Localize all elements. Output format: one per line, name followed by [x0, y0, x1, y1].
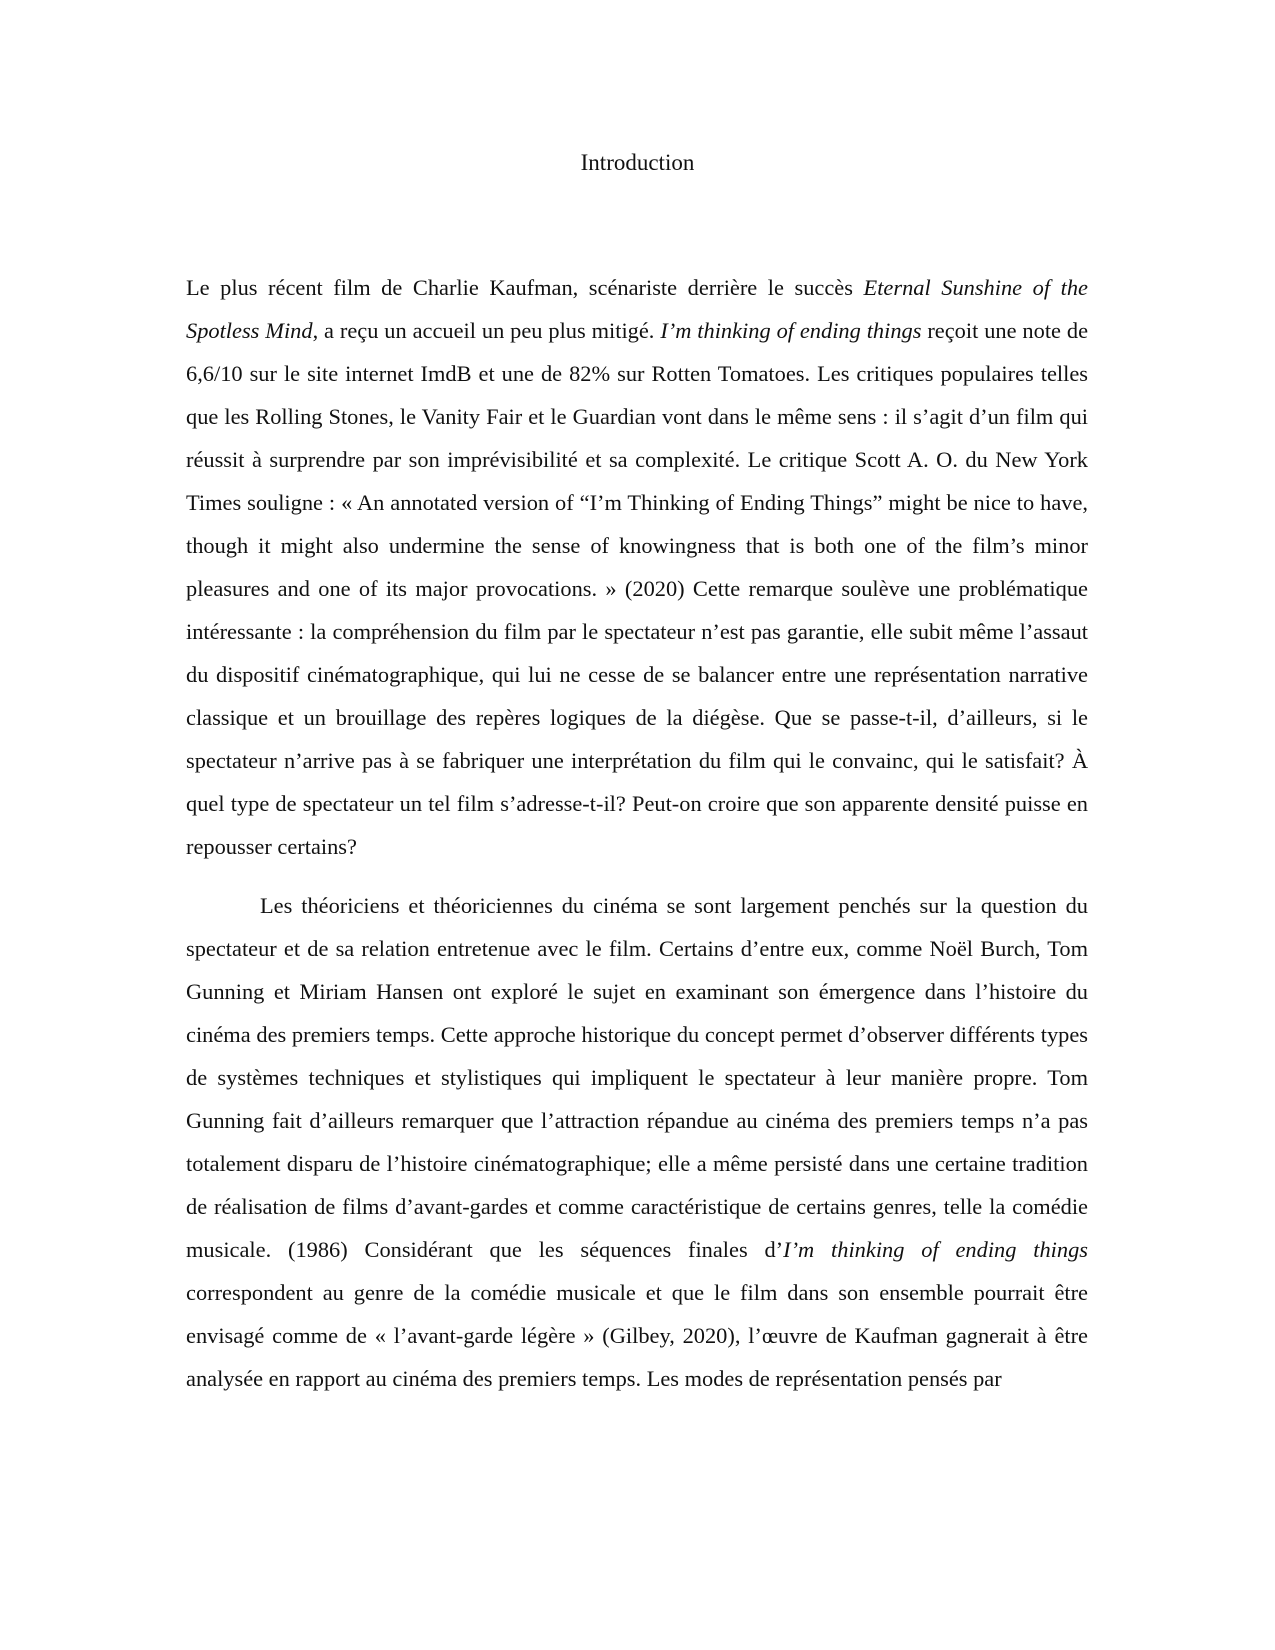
- film-title-im-thinking: I’m thinking of ending things: [783, 1237, 1088, 1262]
- paragraph-2-text: Les théoriciens et théoriciennes du cinéma se sont largement penchés sur la question du spectateur et de sa relation entretenue avec le film. Certains d’entre eux, comme Noël Burch, Tom Gunning et Miriam Hansen ont exploré le sujet en examinant son émergence dans l’histoire du cinéma des premiers temps. Cette approche historique du concept permet d’observer différents types de systèmes techniques et stylistiques qui impliquent le spectateur à leur manière propre. Tom Gunning fait d’ailleurs remarquer que l’attraction répandue au cinéma des premiers temps n’a pas totalement disparu de l’histoire cinématographique; elle a même persisté dans une certaine tradition de réalisation de films d’avant-gardes et comme caractéristique de certains genres, telle la comédie musicale. (1986) Considérant que les séquences finales d’: [186, 893, 1088, 1262]
- paragraph-1-text: Le plus récent film de Charlie Kaufman, scénariste derrière le succès: [186, 275, 864, 300]
- paragraph-1: [186, 266, 1088, 868]
- body-text: [186, 266, 1088, 1400]
- paragraph-2-text: correspondent au genre de la comédie musicale et que le film dans son ensemble pourrait être envisagé comme de « l’avant-garde légère » (Gilbey, 2020), l’œuvre de Kaufman gagnerait à être analysée en rapport au cinéma des premiers temps. Les modes de représentation pensés par: [186, 1280, 1088, 1391]
- paragraph-1-text: , a reçu un accueil un peu plus mitigé.: [312, 318, 661, 343]
- film-title-im-thinking: I’m thinking of ending things: [660, 318, 922, 343]
- page-title: Introduction: [580, 150, 695, 175]
- film-title-eternal-sunshine: Eternal Sunshine of the Spotless Mind: [186, 275, 1088, 343]
- paragraph-1-text: reçoit une note de 6,6/10 sur le site internet ImdB et une de 82% sur Rotten Tomatoes. Les critiques populaires telles que les Rolling Stones, le Vanity Fair et le Guardian vont dans le même sens : il s’agit d’un film qui réussit à surprendre par son imprévisibilité et sa complexité. Le critique Scott A. O. du New York Times souligne : « An annotated version of “I’m Thinking of Ending Things” might be nice to have, though it might also undermine the sense of knowingness that is both one of the film’s minor pleasures and one of its major provocations. » (2020) Cette remarque soulève une problématique intéressante : la compréhension du film par le spectateur n’est pas garantie, elle subit même l’assaut du dispositif cinématographique, qui lui ne cesse de se balancer entre une représentation narrative classique et un brouillage des repères logiques de la diégèse. Que se passe-t-il, d’ailleurs, si le spectateur n’arrive pas à se fabriquer une interprétation du film qui le convainc, qui le satisfait? À quel type de spectateur un tel film s’adresse-t-il? Peut-on croire que son apparente densité puisse en repousser certains?: [186, 318, 1089, 859]
- paragraph-2: [186, 884, 1088, 1400]
